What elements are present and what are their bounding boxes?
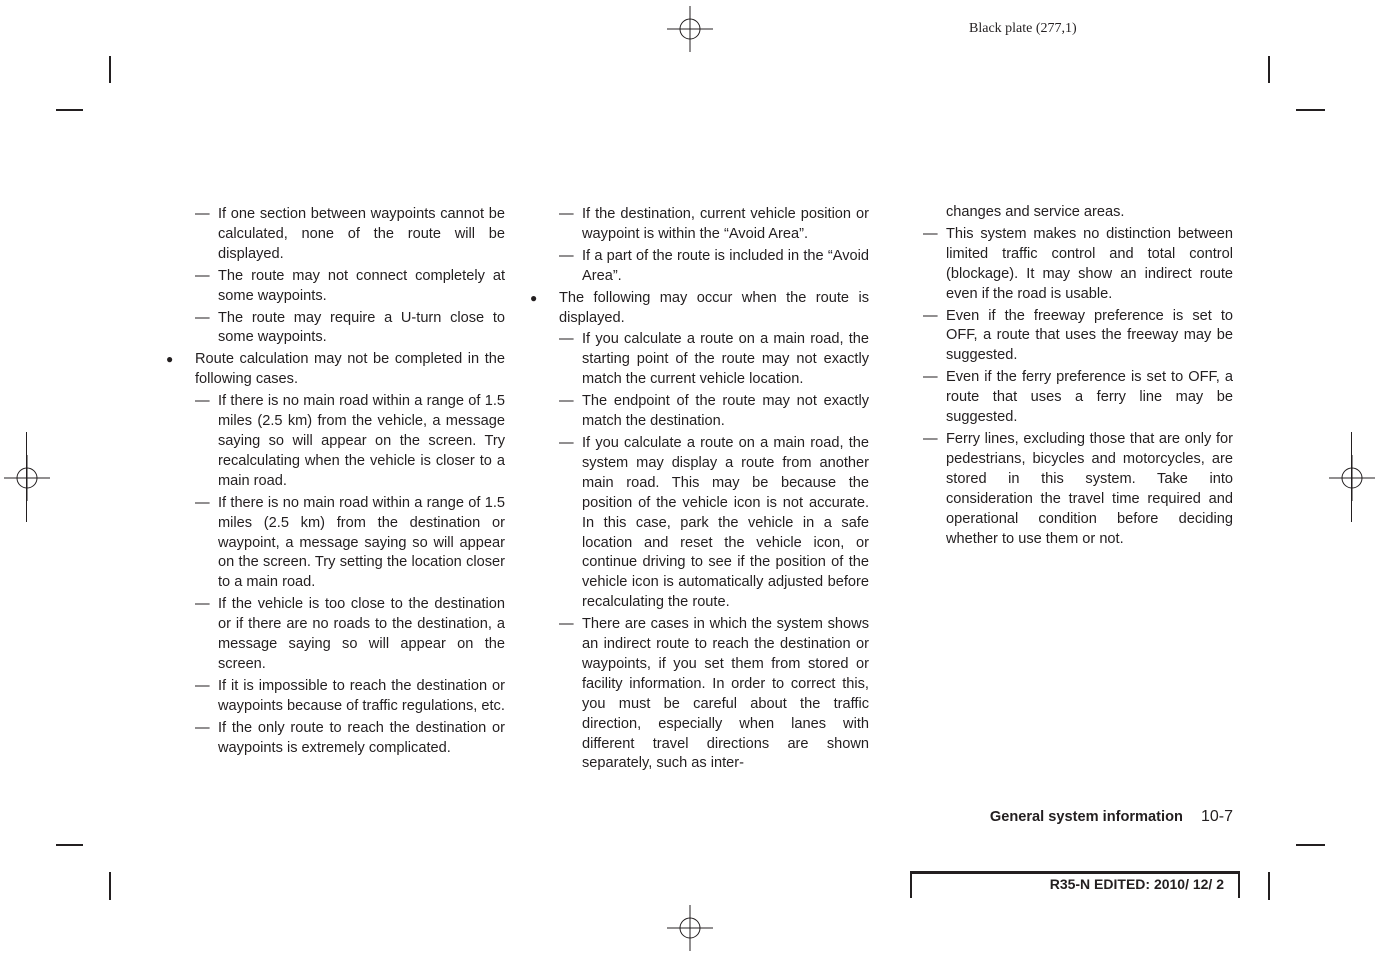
page-number: 10-7 [1200,808,1233,825]
dash-icon: — [923,369,938,386]
item-text: If one section between waypoints cannot be calculated, none of the route will be displayed. [218,206,505,262]
dash-item [894,225,1233,305]
dash-icon: — [923,430,938,447]
dash-icon: — [559,206,574,222]
item-text: If it is impossible to reach the destination or waypoints because of traffic regulations, etc. [218,677,505,714]
item-text: If you calculate a route on a main road, the starting point of the route may not exactly match the current vehicle location. [582,331,869,388]
edited-stamp: R35-N EDITED: 2010/ 12/ 2 [1049,876,1224,892]
item-text: Even if the ferry preference is set to OFF, a route that uses a ferry line may be suggested. [946,369,1233,426]
dash-item [530,392,869,432]
item-text: If the vehicle is too close to the destination or if there are no roads to the destination, a message saying so will appear on the screen. [218,596,505,672]
page-footer [990,808,1233,826]
dash-icon: — [195,393,210,410]
dash-item [530,330,869,390]
item-text: This system makes no distinction between limited traffic control and total control (blockage). It may show an indirect route even if the road is usable. [946,225,1233,302]
item-text: The route may require a U-turn close to some waypoints. [218,309,505,346]
crop-mark [1268,872,1270,900]
item-text: Route calculation may not be completed in the following cases. [195,351,505,388]
dash-item [166,677,505,717]
dash-icon: — [559,434,574,451]
dash-icon: — [559,247,574,264]
dash-item [894,430,1233,549]
crop-mark [1268,56,1270,83]
registration-line [26,432,27,522]
item-text: If the only route to reach the destination or waypoints is extremely complicated. [218,719,505,756]
item-text: Ferry lines, excluding those that are only for pedestrians, bicycles and motorcycles, are stored in this system. Take into consideration the travel time required and operational condition before deciding whether to use them or not. [946,430,1233,547]
item-text: If you calculate a route on a main road, the system may display a route from another main road. This may be because the position of the vehicle icon is not accurate. In this case, park the vehicle in a safe location and reset the vehicle icon, or continue driving to see if the position of the vehicle icon is automatically adjusted before recalculating the route. [582,434,869,611]
dash-item [166,205,505,265]
dash-item [530,205,869,245]
item-text: If a part of the route is included in the “Avoid Area”. [582,247,869,284]
dash-item [530,615,869,774]
text-column-1 [166,203,505,758]
dash-icon: — [195,719,210,736]
dash-icon: — [195,494,210,511]
dash-item [166,595,505,675]
registration-icon [667,905,713,951]
dash-item [166,267,505,307]
dash-icon: — [195,206,210,222]
section-title: General system information [989,809,1183,825]
crop-mark [1296,844,1325,846]
crop-mark [56,844,83,846]
dash-item [166,392,505,492]
dash-icon: — [923,307,938,324]
dash-item [894,368,1233,428]
dash-item [894,307,1233,367]
item-text: changes and service areas. [946,204,1125,220]
text-column-2 [530,203,869,774]
registration-icon [1329,455,1375,501]
crop-mark [109,56,111,83]
item-text: The route may not connect completely at some waypoints. [218,267,505,304]
item-text: If there is no main road within a range of 1.5 miles (2.5 km) from the destination or waypoint, a message saying so will appear on the screen. Try setting the location closer to a main road. [218,494,505,591]
text-column-3 [894,203,1233,549]
dash-icon: — [923,225,938,242]
crop-mark [109,872,111,900]
item-text: If there is no main road within a range of 1.5 miles (2.5 km) from the vehicle, a message saying so will appear on the screen. Try recalculating when the vehicle is closer to a main road. [218,393,505,489]
dash-icon: — [559,393,574,410]
dash-icon: — [195,309,210,326]
dash-item [166,719,505,759]
dash-icon: — [195,677,210,694]
dash-icon: — [559,331,574,348]
bullet-item [166,350,505,390]
item-text: If the destination, current vehicle position or waypoint is within the “Avoid Area”. [582,206,869,242]
dash-item [530,247,869,287]
item-text: The following may occur when the route is displayed. [559,289,869,326]
crop-mark [56,109,83,111]
registration-icon [4,455,50,501]
item-text: Even if the freeway preference is set to OFF, a route that uses the freeway may be suggested. [946,307,1233,364]
continued-text [894,203,1233,223]
bullet-icon: ● [166,352,174,367]
bullet-item [530,289,869,329]
crop-mark [1296,109,1325,111]
plate-label: Black plate (277,1) [969,21,1077,36]
item-text: The endpoint of the route may not exactly match the destination. [582,393,869,430]
dash-icon: — [195,267,210,284]
dash-item [166,494,505,594]
dash-item [166,309,505,349]
registration-icon [667,6,713,52]
dash-icon: — [559,616,574,633]
registration-line [1351,432,1352,522]
item-text: There are cases in which the system shows an indirect route to reach the destination or waypoints, if you set them from stored or facility information. In order to correct this, you must be careful about the traffic direction, especially when lanes with different travel directions are shown separately, such as inter- [582,616,869,772]
dash-item [530,434,869,613]
dash-icon: — [195,596,210,613]
bullet-icon: ● [530,290,538,305]
edited-stamp-box [910,871,1240,898]
